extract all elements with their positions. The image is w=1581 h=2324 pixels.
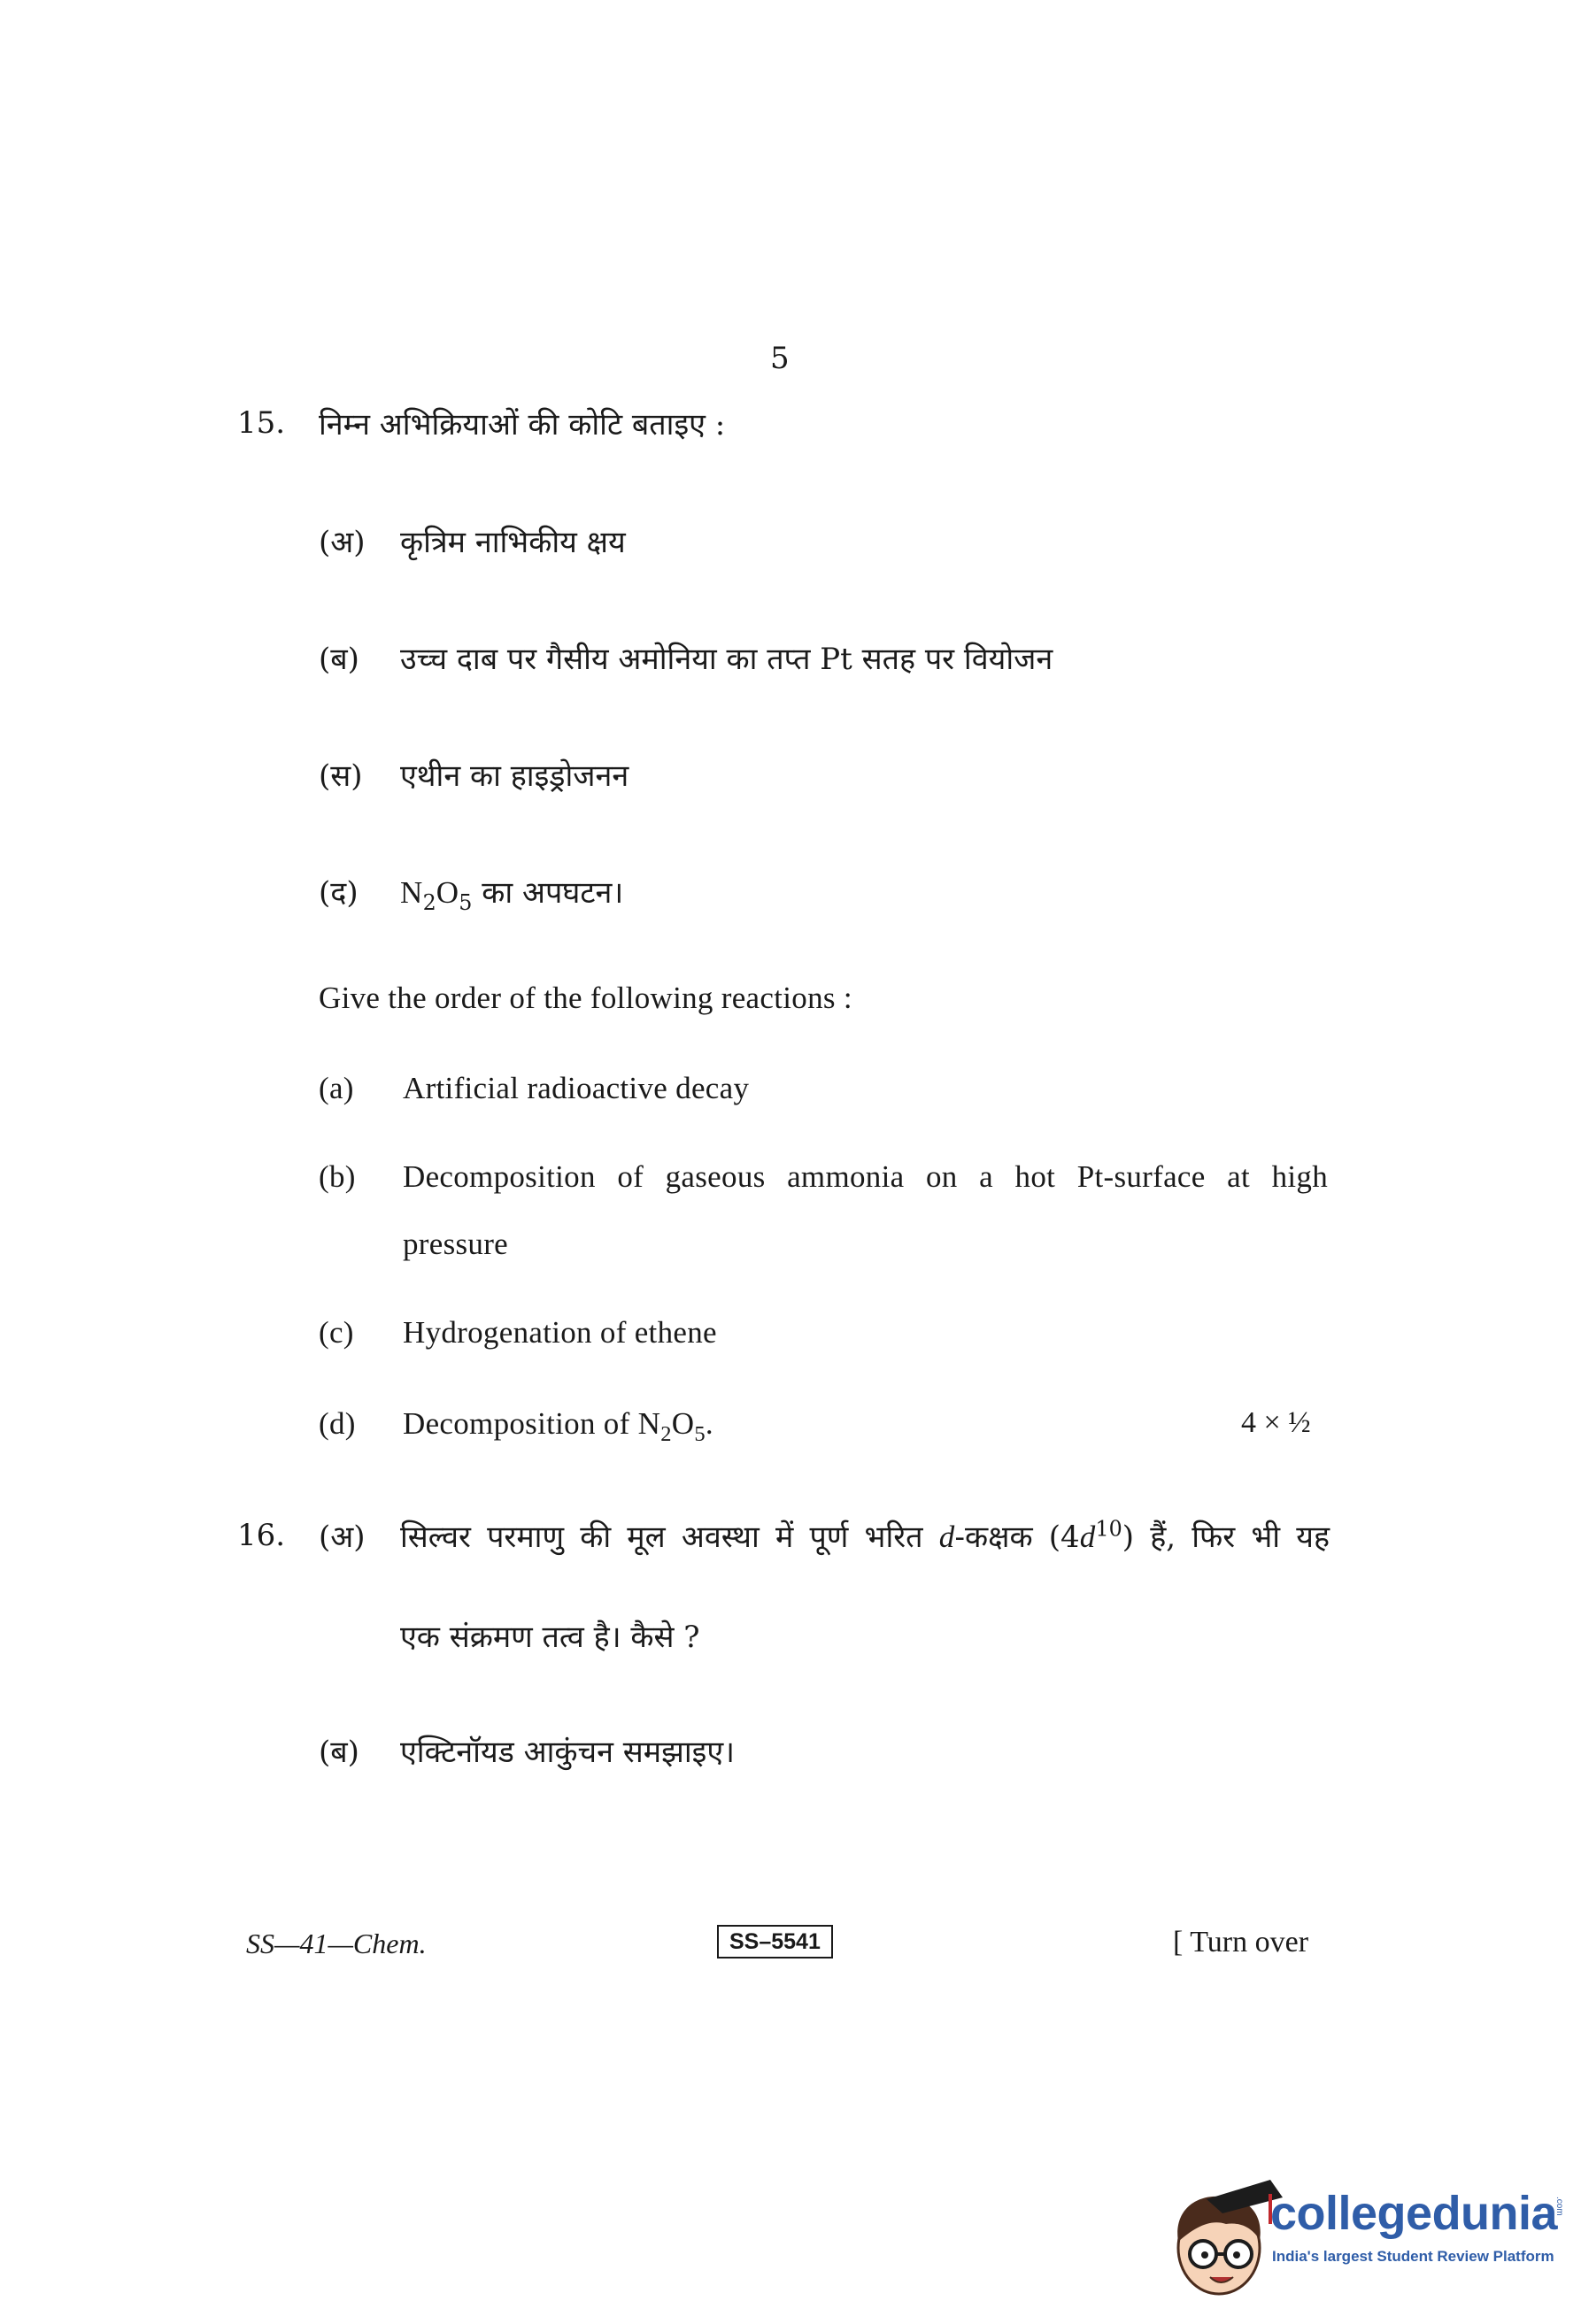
q15-english-item-prefix: Decomposition of — [403, 1406, 630, 1441]
formula-o-sub: 5 — [459, 889, 473, 915]
q15-english-item-text-cont: pressure — [403, 1227, 509, 1261]
formula-o: O — [436, 875, 459, 910]
brand-tagline: India's largest Student Review Platform — [1272, 2248, 1554, 2265]
mascot-logo-icon — [1164, 2173, 1288, 2305]
formula-n: N — [400, 875, 423, 910]
orbital-superscript: 10 — [1095, 1516, 1122, 1542]
q15-hindi-item-label: (स) — [319, 758, 363, 794]
q15-hindi-item-text — [400, 871, 623, 915]
q15-hindi-item-text: कृत्रिम नाभिकीय क्षय — [400, 525, 626, 560]
question-16-number: 16. — [237, 1518, 286, 1553]
q15-hindi-item-label: (द) — [319, 875, 359, 911]
formula-o: O — [671, 1406, 695, 1441]
marks: 4 × ½ — [1241, 1406, 1311, 1439]
q15-hindi-item-text: एथीन का हाइड्रोजनन — [400, 758, 629, 794]
q15-english-item-text: Artificial radioactive decay — [403, 1071, 750, 1105]
q15-english-item-label: (c) — [319, 1315, 354, 1350]
q15-hindi-item-label: (अ) — [319, 525, 366, 560]
q16-part-a-line1 — [400, 1515, 1330, 1556]
formula-n-sub: 2 — [660, 1422, 672, 1446]
formula-n-sub: 2 — [422, 889, 436, 915]
footer-paper-code: SS—41—Chem. — [246, 1928, 427, 1959]
q15-hindi-item-label: (ब) — [319, 642, 359, 677]
formula-o-sub: 5 — [694, 1422, 706, 1446]
q16-part-b-label: (ब) — [319, 1735, 359, 1770]
footer-series-code: SS–5541 — [717, 1925, 833, 1958]
q16-part-a-text: -कक्षक (4 — [954, 1520, 1080, 1555]
question-15-hindi-prompt: निम्न अभिक्रियाओं की कोटि बताइए : — [319, 407, 726, 442]
brand-name: collegedunia — [1270, 2187, 1558, 2240]
formula-n: N — [637, 1406, 661, 1441]
question-15-english-prompt: Give the order of the following reactions : — [319, 981, 852, 1015]
q16-part-a-text: सिल्वर परमाणु की मूल अवस्था में पूर्ण भरित — [400, 1520, 923, 1555]
q16-part-a-label: (अ) — [319, 1520, 366, 1555]
q15-english-item-text — [403, 1406, 713, 1447]
q15-english-item-label: (b) — [319, 1159, 356, 1194]
orbital-d: d — [1079, 1520, 1096, 1554]
q16-part-a-line2: एक संक्रमण तत्व है। कैसे ? — [400, 1620, 700, 1655]
footer-turn-over: [ Turn over — [1173, 1926, 1309, 1958]
page-number: 5 — [770, 341, 790, 376]
q15-english-item-text: Hydrogenation of ethene — [403, 1315, 717, 1350]
brand-domain: .com — [1554, 2197, 1564, 2216]
question-15-number: 15. — [237, 405, 286, 441]
q15-english-item-label: (d) — [319, 1406, 356, 1441]
orbital-d: d — [938, 1520, 955, 1554]
q15-english-item-label: (a) — [319, 1071, 354, 1105]
q15-english-item-suffix: . — [705, 1406, 713, 1441]
q16-part-b-text: एक्टिनॉयड आकुंचन समझाइए। — [400, 1735, 736, 1770]
q15-english-item-text: Decomposition of gaseous ammonia on a hot Pt-surface at high — [403, 1159, 1328, 1194]
q16-part-a-text: ) हैं, फिर भी यह — [1122, 1520, 1330, 1555]
q15-hindi-item-text: उच्च दाब पर गैसीय अमोनिया का तप्त Pt सतह पर वियोजन — [400, 642, 1053, 677]
q15-hindi-item-suffix: का अपघटन। — [482, 875, 624, 911]
